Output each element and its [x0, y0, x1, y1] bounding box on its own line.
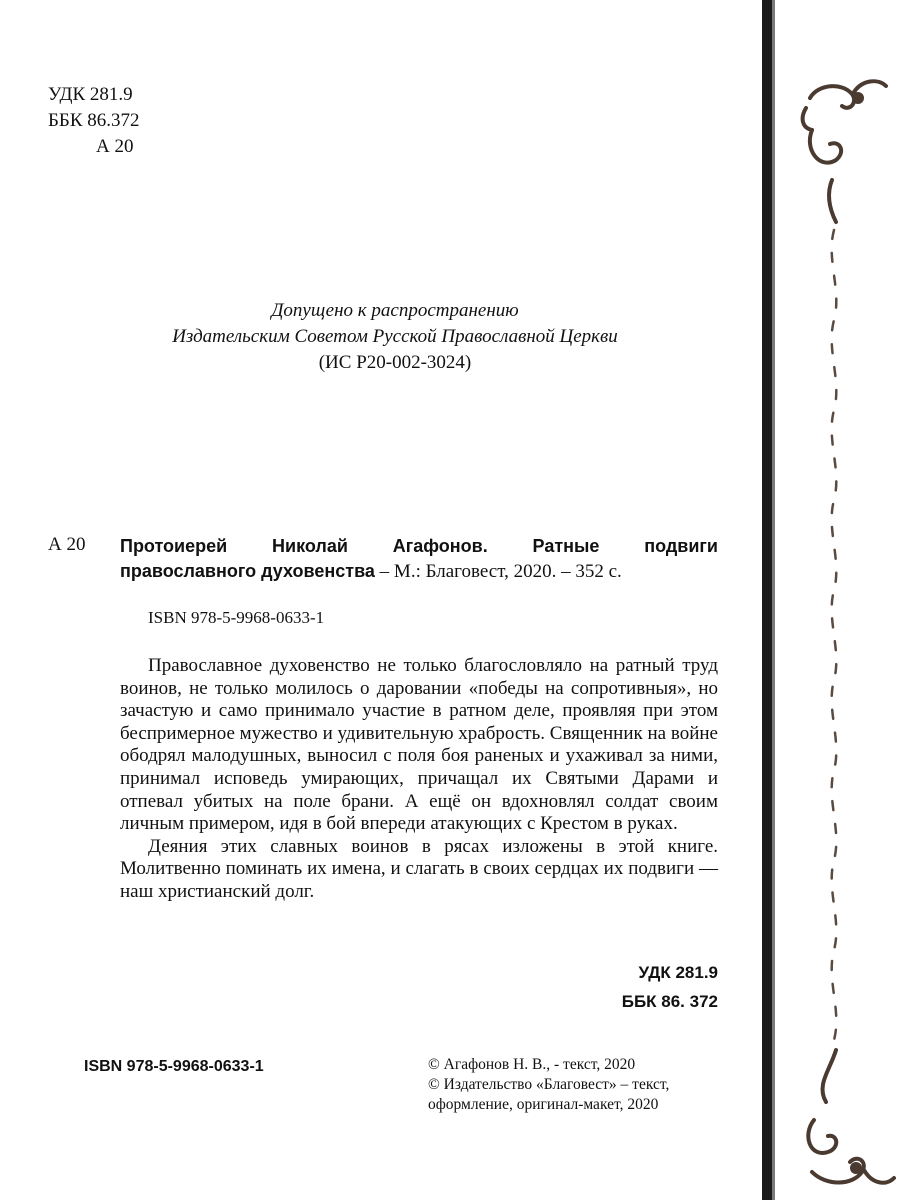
approval-line-1: Допущено к распространению — [271, 300, 519, 321]
vine-border-line — [832, 230, 837, 1040]
entry-isbn: ISBN 978-5-9968-0633-1 — [148, 608, 325, 627]
catalog-entry-title — [120, 534, 718, 584]
top-scroll-ornament — [803, 81, 886, 222]
title-line-2: православного духовенства — [120, 561, 375, 581]
copyright-block — [428, 1055, 728, 1115]
spine-shadow — [762, 0, 772, 1200]
page-spine-edge — [762, 0, 780, 1200]
bbk-code: ББК 86.372 — [48, 110, 140, 131]
decorative-border-ornament — [796, 0, 900, 1200]
footer-udk: УДК 281.9 — [638, 963, 718, 982]
classification-codes-bottom — [560, 958, 718, 1016]
approval-number: (ИС Р20-002-3024) — [318, 352, 472, 373]
copyright-line-1: © Агафонов Н. В., - текст, 2020 — [428, 1056, 636, 1073]
approval-line-2: Издательским Советом Русской Православной Церкви — [172, 326, 618, 347]
author-mark: А 20 — [96, 136, 134, 157]
abstract-paragraph-2: Деяния этих славных воинов в рясах изложены в этой книге. Молитвенно поминать их имена, и слагать в своих сердцах их подвиги — наш христианский долг. — [120, 835, 718, 902]
copyright-line-3: оформление, оригинал-макет, 2020 — [428, 1096, 659, 1113]
book-abstract — [120, 655, 718, 904]
spine-highlight — [772, 0, 775, 1200]
copyright-line-2: © Издательство «Благовест» – текст, — [428, 1076, 670, 1093]
udk-code: УДК 281.9 — [48, 84, 133, 105]
footer-isbn: ISBN 978-5-9968-0633-1 — [84, 1058, 264, 1075]
abstract-paragraph-1: Православное духовенство не только благословляло на ратный труд воинов, не только молилось о даровании «победы на сопротивныя», но зачастую и само принимало участие в ратном деле, проявляя при этом беспримерное мужество и удивительную храбрость. Священник на войне ободрял малодушных, выносил с поля боя раненых и ухаживал за ними, принимал исповедь умирающих, причащал их Святыми Дарами и отпевал убитых на поле брани. А ещё он вдохновлял солдат своим личным примером, идя в бой впереди атакующих с Крестом в руках. — [120, 655, 718, 835]
publication-info: – М.: Благовест, 2020. – 352 с. — [374, 561, 622, 582]
footer-bbk: ББК 86. 372 — [621, 992, 718, 1011]
bottom-scroll-ornament — [808, 1050, 894, 1183]
title-line-1: Протоиерей Николай Агафонов. Ратные подвиги — [120, 536, 718, 556]
classification-codes-top — [48, 82, 140, 160]
publishing-council-approval — [150, 298, 640, 376]
catalog-entry-code: А 20 — [48, 534, 86, 555]
